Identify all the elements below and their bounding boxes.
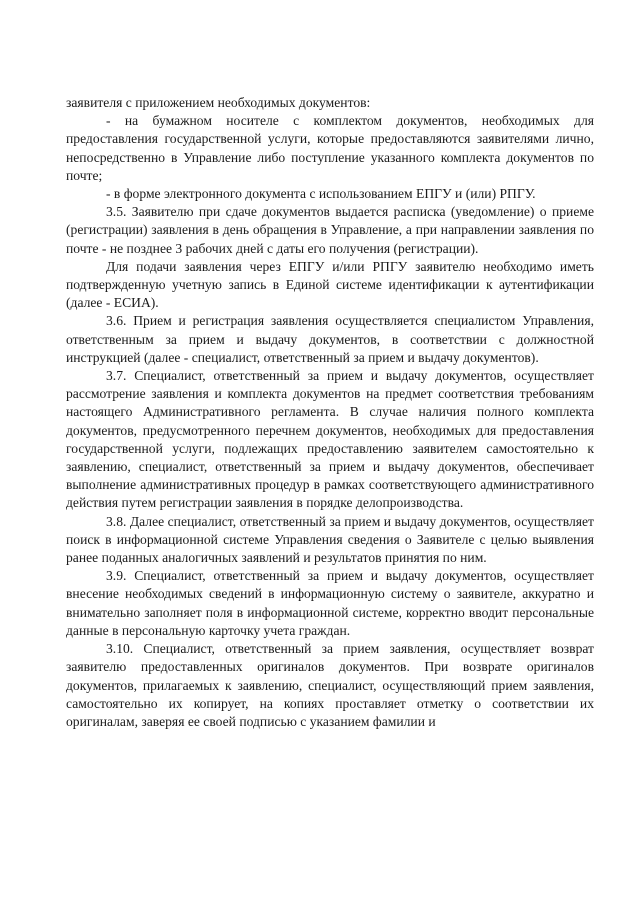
paragraph-3-6: 3.6. Прием и регистрация заявления осуществляется специалистом Управления, ответственным за прием и выдачу документов, в соответствии с должностной инструкцией (далее - специалист, ответственный за прием и выдачу документов). [66, 313, 594, 365]
paragraph-3-10: 3.10. Специалист, ответственный за прием заявления, осуществляет возврат заявителю предоставленных оригиналов документов. При возврате оригиналов документов, прилагаемых к заявлению, специалист, осуществляющий прием заявления, самостоятельно их копирует, на копиях проставляет отметку о соответствии их оригиналам, заверяя ее своей подписью с указанием фамилии и [66, 641, 594, 729]
paragraph-3-9: 3.9. Специалист, ответственный за прием и выдачу документов, осуществляет внесение необходимых сведений в информационную систему о заявителе, аккуратно и внимательно заполняет поля в информационной системе, корректно вводит персональные данные в персональную карточку учета граждан. [66, 568, 594, 638]
paragraph-esia: Для подачи заявления через ЕПГУ и/или РПГУ заявителю необходимо иметь подтвержденную учетную запись в Единой системе идентификации к аутентификации (далее - ЕСИА). [66, 258, 594, 311]
paragraph-continuation: заявителя с приложением необходимых документов: [66, 95, 371, 110]
document-page [66, 94, 594, 731]
paragraph-3-7: 3.7. Специалист, ответственный за прием и выдачу документов, осуществляет рассмотрение заявления и комплекта документов на предмет соответствия требованиям настоящего Административного регламента. В случае наличия полного комплекта документов, предусмотренного перечнем документов, необходимых для предоставления государственной услуги, подлежащих предоставлению заявителем самостоятельно к заявлению, специалист, ответственный за прием и выдачу документов, обеспечивает выполнение административных процедур в рамках соответствующего административного действия путем регистрации заявления в порядке делопроизводства. [66, 368, 594, 511]
paragraph-bullet-electronic: - в форме электронного документа с использованием ЕПГУ и (или) РПГУ. [106, 186, 536, 202]
paragraph-bullet-paper: - на бумажном носителе с комплектом документов, необходимых для предоставления государственной услуги, которые предоставляются заявителями лично, непосредственно в Управление либо поступление указанного комплекта документов по почте; [66, 113, 594, 183]
paragraph-3-5: 3.5. Заявителю при сдаче документов выдается расписка (уведомление) о приеме (регистрации) заявления в день обращения в Управление, а при направлении заявления по почте - не позднее 3 рабочих дней с даты его получения (регистрации). [66, 204, 594, 256]
paragraph-3-8: 3.8. Далее специалист, ответственный за прием и выдачу документов, осуществляет поиск в информационной системе Управления сведения о Заявителе с целью выявления ранее поданных аналогичных заявлений и результатов принятия по ним. [66, 513, 594, 566]
